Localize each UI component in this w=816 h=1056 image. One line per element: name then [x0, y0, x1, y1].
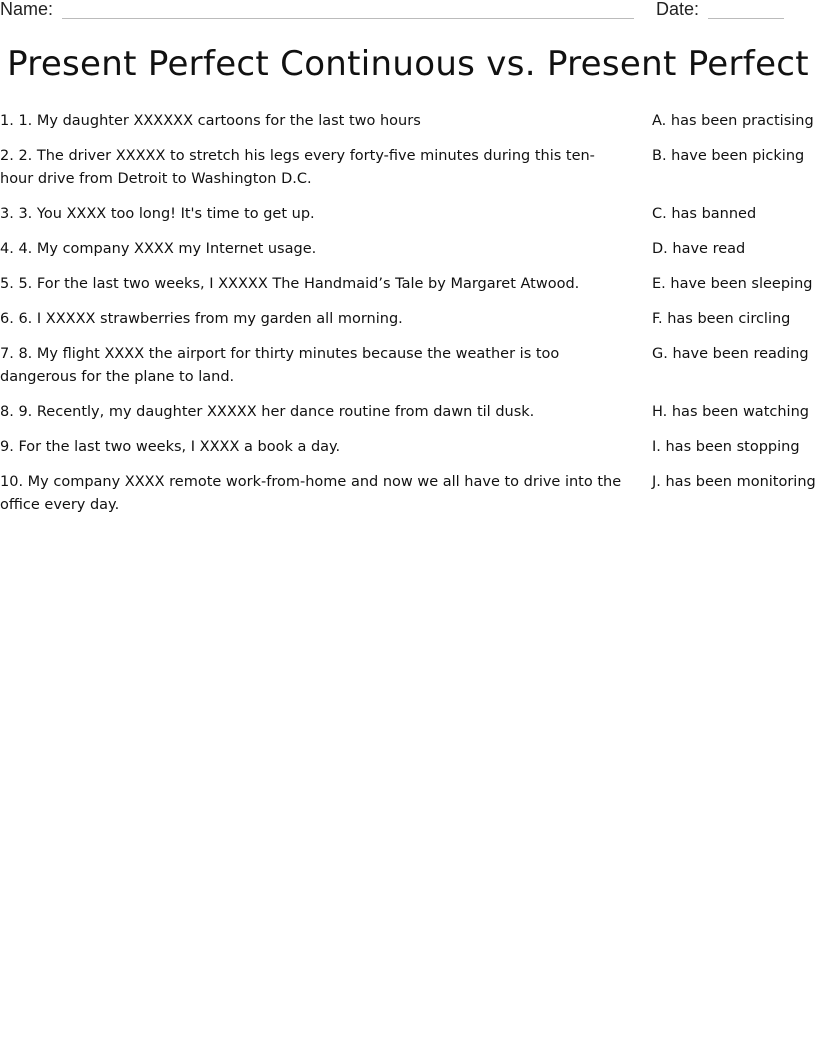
- date-label: Date:: [656, 0, 700, 19]
- name-field[interactable]: [62, 18, 634, 19]
- answer-option: C. has banned: [652, 206, 757, 222]
- answer-option: G. have been reading: [652, 346, 809, 362]
- date-field[interactable]: [708, 18, 784, 19]
- question-text: 8. 9. Recently, my daughter XXXXX her dance routine from dawn til dusk.: [0, 404, 535, 420]
- question-row: [0, 238, 816, 261]
- worksheet-header: [0, 0, 816, 24]
- answer-option: H. has been watching: [652, 404, 809, 420]
- question-row: [0, 343, 816, 389]
- question-row: [0, 273, 816, 296]
- question-row: [0, 308, 816, 331]
- question-row: [0, 110, 816, 133]
- question-text: 4. 4. My company XXXX my Internet usage.: [0, 241, 317, 257]
- answer-option: B. have been picking: [652, 148, 805, 164]
- answer-option: J. has been monitoring: [652, 474, 816, 490]
- question-list: [0, 110, 816, 529]
- question-row: [0, 203, 816, 226]
- question-row: [0, 436, 816, 459]
- question-text: 2. 2. The driver XXXXX to stretch his legs every forty-five minutes during this ten-hour drive from Detroit to Washington D.C.: [0, 148, 595, 187]
- question-row: [0, 471, 816, 517]
- answer-option: E. have been sleeping: [652, 276, 813, 292]
- answer-option: D. have read: [652, 241, 746, 257]
- question-text: 10. My company XXXX remote work-from-home and now we all have to drive into the office every day.: [0, 474, 622, 513]
- question-text: 1. 1. My daughter XXXXXX cartoons for the last two hours: [0, 113, 421, 129]
- question-text: 9. For the last two weeks, I XXXX a book a day.: [0, 439, 341, 455]
- page-title: Present Perfect Continuous vs. Present Perfect: [7, 44, 809, 84]
- answer-option: A. has been practising: [652, 113, 814, 129]
- question-text: 5. 5. For the last two weeks, I XXXXX The Handmaid’s Tale by Margaret Atwood.: [0, 276, 580, 292]
- question-text: 3. 3. You XXXX too long! It's time to get up.: [0, 206, 315, 222]
- answer-option: I. has been stopping: [652, 439, 800, 455]
- answer-option: F. has been circling: [652, 311, 791, 327]
- question-text: 7. 8. My flight XXXX the airport for thirty minutes because the weather is too dangerous for the plane to land.: [0, 346, 560, 385]
- question-row: [0, 401, 816, 424]
- name-label: Name:: [0, 0, 54, 19]
- question-row: [0, 145, 816, 191]
- question-text: 6. 6. I XXXXX strawberries from my garden all morning.: [0, 311, 403, 327]
